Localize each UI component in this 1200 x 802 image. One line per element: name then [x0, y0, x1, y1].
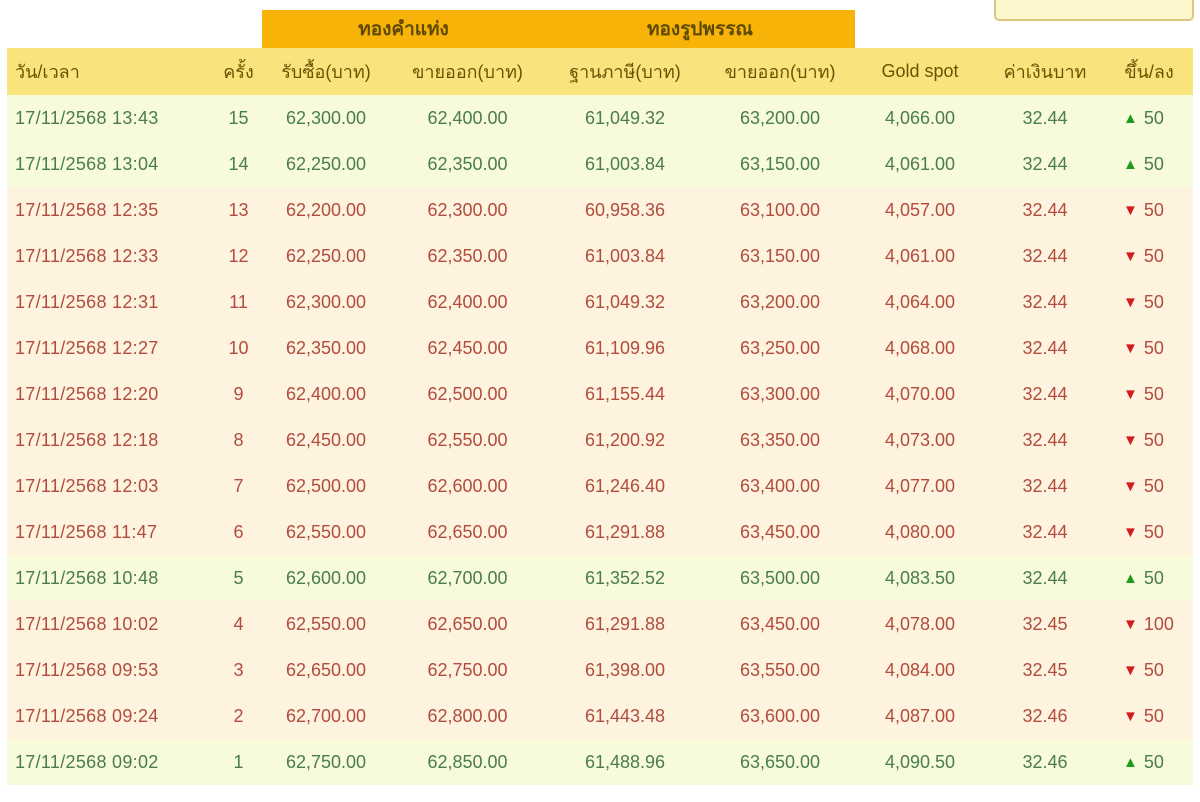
- cell-bar-buy: 62,700.00: [285, 705, 367, 726]
- up-arrow-icon: ▲: [1123, 753, 1138, 771]
- cell-baht-rate: 32.44: [1022, 429, 1068, 450]
- col-header-baht-rate: ค่าเงินบาท: [985, 48, 1105, 95]
- change-value: 50: [1143, 567, 1164, 588]
- cell-change: [1105, 463, 1193, 509]
- cell-baht-rate: 32.44: [1022, 475, 1068, 496]
- cell-gold-spot: 4,057.00: [884, 199, 956, 220]
- cell-datetime: 17/11/2568 12:31: [15, 291, 159, 312]
- cell-bar-buy: 62,300.00: [285, 107, 367, 128]
- cell-tax-base: 61,003.84: [584, 245, 666, 266]
- cell-round: 9: [233, 383, 244, 404]
- change-value: 50: [1143, 245, 1164, 266]
- col-header-ornament-sell: ขายออก(บาท): [705, 48, 855, 95]
- cell-ornament-sell: 63,650.00: [739, 751, 821, 772]
- cell-tax-base: 61,003.84: [584, 153, 666, 174]
- col-header-gold-spot: Gold spot: [855, 48, 985, 95]
- table-row: [7, 325, 1193, 371]
- cell-change: [1105, 95, 1193, 141]
- cell-ornament-sell: 63,300.00: [739, 383, 821, 404]
- cell-bar-buy: 62,350.00: [285, 337, 367, 358]
- cell-bar-sell: 62,650.00: [427, 521, 508, 542]
- down-arrow-icon: ▼: [1123, 293, 1138, 311]
- table-row: [7, 187, 1193, 233]
- cell-bar-buy: 62,400.00: [285, 383, 367, 404]
- change-value: 50: [1143, 337, 1164, 358]
- cell-baht-rate: 32.44: [1022, 291, 1068, 312]
- cell-change: [1105, 739, 1193, 785]
- up-arrow-icon: ▲: [1123, 569, 1138, 587]
- down-arrow-icon: ▼: [1123, 201, 1138, 219]
- cell-gold-spot: 4,061.00: [884, 153, 956, 174]
- change-value: 50: [1143, 751, 1164, 772]
- cell-gold-spot: 4,090.50: [884, 751, 956, 772]
- cell-datetime: 17/11/2568 12:20: [15, 383, 159, 404]
- cell-ornament-sell: 63,150.00: [739, 245, 821, 266]
- down-arrow-icon: ▼: [1123, 661, 1138, 679]
- table-row: [7, 371, 1193, 417]
- cell-tax-base: 60,958.36: [584, 199, 666, 220]
- cell-round: 4: [233, 613, 244, 634]
- cell-tax-base: 61,049.32: [584, 107, 666, 128]
- table-row: [7, 463, 1193, 509]
- col-header-bar-sell: ขายออก(บาท): [390, 48, 545, 95]
- cell-tax-base: 61,488.96: [584, 751, 666, 772]
- cell-ornament-sell: 63,600.00: [739, 705, 821, 726]
- cell-gold-spot: 4,077.00: [884, 475, 956, 496]
- cell-change: [1105, 141, 1193, 187]
- change-value: 50: [1143, 383, 1164, 404]
- cell-tax-base: 61,155.44: [584, 383, 666, 404]
- cell-bar-buy: 62,250.00: [285, 245, 367, 266]
- down-arrow-icon: ▼: [1123, 523, 1138, 541]
- cell-bar-sell: 62,800.00: [427, 705, 508, 726]
- cell-change: [1105, 693, 1193, 739]
- cell-round: 2: [233, 705, 244, 726]
- top-right-partial-button[interactable]: [994, 0, 1194, 21]
- change-value: 50: [1143, 521, 1164, 542]
- cell-datetime: 17/11/2568 10:02: [15, 613, 159, 634]
- cell-gold-spot: 4,068.00: [884, 337, 956, 358]
- cell-baht-rate: 32.44: [1022, 567, 1068, 588]
- cell-bar-buy: 62,300.00: [285, 291, 367, 312]
- col-header-bar-buy: รับซื้อ(บาท): [262, 48, 390, 95]
- down-arrow-icon: ▼: [1123, 339, 1138, 357]
- cell-gold-spot: 4,083.50: [884, 567, 956, 588]
- cell-tax-base: 61,109.96: [584, 337, 666, 358]
- cell-round: 3: [233, 659, 244, 680]
- cell-change: [1105, 325, 1193, 371]
- cell-round: 8: [233, 429, 244, 450]
- cell-bar-buy: 62,450.00: [285, 429, 367, 450]
- band-spacer-left: [7, 10, 262, 48]
- change-value: 50: [1143, 659, 1164, 680]
- change-value: 50: [1143, 705, 1164, 726]
- down-arrow-icon: ▼: [1123, 385, 1138, 403]
- change-value: 50: [1143, 153, 1164, 174]
- cell-datetime: 17/11/2568 09:53: [15, 659, 159, 680]
- cell-round: 7: [233, 475, 244, 496]
- cell-ornament-sell: 63,500.00: [739, 567, 821, 588]
- cell-bar-buy: 62,550.00: [285, 613, 367, 634]
- change-value: 50: [1143, 429, 1164, 450]
- cell-round: 12: [228, 245, 249, 266]
- cell-change: [1105, 233, 1193, 279]
- cell-datetime: 17/11/2568 12:03: [15, 475, 159, 496]
- table-row: [7, 647, 1193, 693]
- cell-bar-sell: 62,650.00: [427, 613, 508, 634]
- cell-ornament-sell: 63,400.00: [739, 475, 821, 496]
- cell-bar-sell: 62,850.00: [427, 751, 508, 772]
- cell-bar-buy: 62,550.00: [285, 521, 367, 542]
- cell-baht-rate: 32.44: [1022, 337, 1068, 358]
- gold-bar-band: ทองคำแท่ง: [262, 10, 545, 48]
- table-row: [7, 601, 1193, 647]
- cell-gold-spot: 4,066.00: [884, 107, 956, 128]
- table-row: [7, 555, 1193, 601]
- cell-baht-rate: 32.46: [1022, 705, 1068, 726]
- cell-baht-rate: 32.44: [1022, 199, 1068, 220]
- table-row: [7, 417, 1193, 463]
- down-arrow-icon: ▼: [1123, 431, 1138, 449]
- cell-ornament-sell: 63,550.00: [739, 659, 821, 680]
- cell-round: 14: [228, 153, 249, 174]
- cell-datetime: 17/11/2568 12:35: [15, 199, 159, 220]
- cell-datetime: 17/11/2568 09:02: [15, 751, 159, 772]
- table-row: [7, 693, 1193, 739]
- cell-change: [1105, 187, 1193, 233]
- cell-datetime: 17/11/2568 13:04: [15, 153, 159, 174]
- cell-gold-spot: 4,073.00: [884, 429, 956, 450]
- column-header-row: [7, 48, 1193, 95]
- cell-baht-rate: 32.46: [1022, 751, 1068, 772]
- table-row: [7, 233, 1193, 279]
- cell-bar-buy: 62,650.00: [285, 659, 367, 680]
- cell-ornament-sell: 63,350.00: [739, 429, 821, 450]
- gold-ornament-band: ทองรูปพรรณ: [545, 10, 855, 48]
- cell-tax-base: 61,291.88: [584, 613, 666, 634]
- cell-bar-sell: 62,400.00: [427, 107, 508, 128]
- cell-datetime: 17/11/2568 12:33: [15, 245, 159, 266]
- cell-bar-buy: 62,500.00: [285, 475, 367, 496]
- cell-ornament-sell: 63,150.00: [739, 153, 821, 174]
- cell-gold-spot: 4,064.00: [884, 291, 956, 312]
- cell-bar-buy: 62,750.00: [285, 751, 367, 772]
- cell-datetime: 17/11/2568 09:24: [15, 705, 159, 726]
- table-row: [7, 279, 1193, 325]
- cell-change: [1105, 417, 1193, 463]
- cell-bar-buy: 62,250.00: [285, 153, 367, 174]
- cell-baht-rate: 32.44: [1022, 245, 1068, 266]
- change-value: 100: [1143, 613, 1174, 634]
- cell-bar-sell: 62,600.00: [427, 475, 508, 496]
- down-arrow-icon: ▼: [1123, 477, 1138, 495]
- cell-tax-base: 61,291.88: [584, 521, 666, 542]
- cell-change: [1105, 371, 1193, 417]
- cell-bar-sell: 62,300.00: [427, 199, 508, 220]
- cell-change: [1105, 647, 1193, 693]
- cell-baht-rate: 32.45: [1022, 659, 1068, 680]
- down-arrow-icon: ▼: [1123, 615, 1138, 633]
- cell-datetime: 17/11/2568 11:47: [15, 521, 158, 542]
- cell-bar-buy: 62,600.00: [285, 567, 367, 588]
- cell-bar-sell: 62,750.00: [427, 659, 508, 680]
- cell-baht-rate: 32.44: [1022, 153, 1068, 174]
- table-row: [7, 141, 1193, 187]
- cell-datetime: 17/11/2568 12:18: [15, 429, 159, 450]
- up-arrow-icon: ▲: [1123, 155, 1138, 173]
- cell-baht-rate: 32.45: [1022, 613, 1068, 634]
- cell-bar-sell: 62,400.00: [427, 291, 508, 312]
- change-value: 50: [1143, 291, 1164, 312]
- cell-tax-base: 61,246.40: [584, 475, 666, 496]
- cell-round: 5: [233, 567, 244, 588]
- gold-price-table: [7, 10, 1193, 785]
- down-arrow-icon: ▼: [1123, 247, 1138, 265]
- cell-ornament-sell: 63,450.00: [739, 521, 821, 542]
- cell-datetime: 17/11/2568 12:27: [15, 337, 159, 358]
- table-row: [7, 739, 1193, 785]
- cell-tax-base: 61,352.52: [584, 567, 666, 588]
- cell-ornament-sell: 63,250.00: [739, 337, 821, 358]
- cell-baht-rate: 32.44: [1022, 383, 1068, 404]
- col-header-round: ครั้ง: [215, 48, 262, 95]
- col-header-tax-base: ฐานภาษี(บาท): [545, 48, 705, 95]
- cell-round: 13: [228, 199, 249, 220]
- cell-baht-rate: 32.44: [1022, 521, 1068, 542]
- cell-round: 11: [229, 291, 248, 312]
- cell-gold-spot: 4,070.00: [884, 383, 956, 404]
- cell-change: [1105, 509, 1193, 555]
- cell-bar-sell: 62,700.00: [427, 567, 508, 588]
- cell-bar-sell: 62,500.00: [427, 383, 508, 404]
- cell-round: 15: [228, 107, 249, 128]
- col-header-up-down: ขึ้น/ลง: [1105, 48, 1193, 95]
- cell-bar-sell: 62,450.00: [427, 337, 508, 358]
- cell-datetime: 17/11/2568 10:48: [15, 567, 159, 588]
- cell-bar-buy: 62,200.00: [285, 199, 367, 220]
- cell-gold-spot: 4,080.00: [884, 521, 956, 542]
- cell-ornament-sell: 63,100.00: [739, 199, 821, 220]
- cell-bar-sell: 62,550.00: [427, 429, 508, 450]
- col-header-datetime: วัน/เวลา: [7, 48, 215, 95]
- up-arrow-icon: ▲: [1123, 109, 1138, 127]
- cell-round: 10: [228, 337, 249, 358]
- cell-bar-sell: 62,350.00: [427, 245, 508, 266]
- cell-change: [1105, 555, 1193, 601]
- price-rows: [7, 95, 1193, 785]
- cell-change: [1105, 601, 1193, 647]
- table-row: [7, 95, 1193, 141]
- cell-gold-spot: 4,084.00: [884, 659, 956, 680]
- cell-round: 1: [233, 751, 244, 772]
- down-arrow-icon: ▼: [1123, 707, 1138, 725]
- cell-gold-spot: 4,087.00: [884, 705, 956, 726]
- cell-tax-base: 61,049.32: [584, 291, 666, 312]
- change-value: 50: [1143, 199, 1164, 220]
- cell-datetime: 17/11/2568 13:43: [15, 107, 159, 128]
- cell-baht-rate: 32.44: [1022, 107, 1068, 128]
- change-value: 50: [1143, 475, 1164, 496]
- cell-change: [1105, 279, 1193, 325]
- cell-tax-base: 61,443.48: [584, 705, 666, 726]
- cell-gold-spot: 4,061.00: [884, 245, 956, 266]
- cell-ornament-sell: 63,450.00: [739, 613, 821, 634]
- cell-ornament-sell: 63,200.00: [739, 107, 821, 128]
- cell-ornament-sell: 63,200.00: [739, 291, 821, 312]
- change-value: 50: [1143, 107, 1164, 128]
- table-row: [7, 509, 1193, 555]
- cell-gold-spot: 4,078.00: [884, 613, 956, 634]
- cell-round: 6: [233, 521, 244, 542]
- cell-bar-sell: 62,350.00: [427, 153, 508, 174]
- cell-tax-base: 61,200.92: [584, 429, 666, 450]
- cell-tax-base: 61,398.00: [584, 659, 666, 680]
